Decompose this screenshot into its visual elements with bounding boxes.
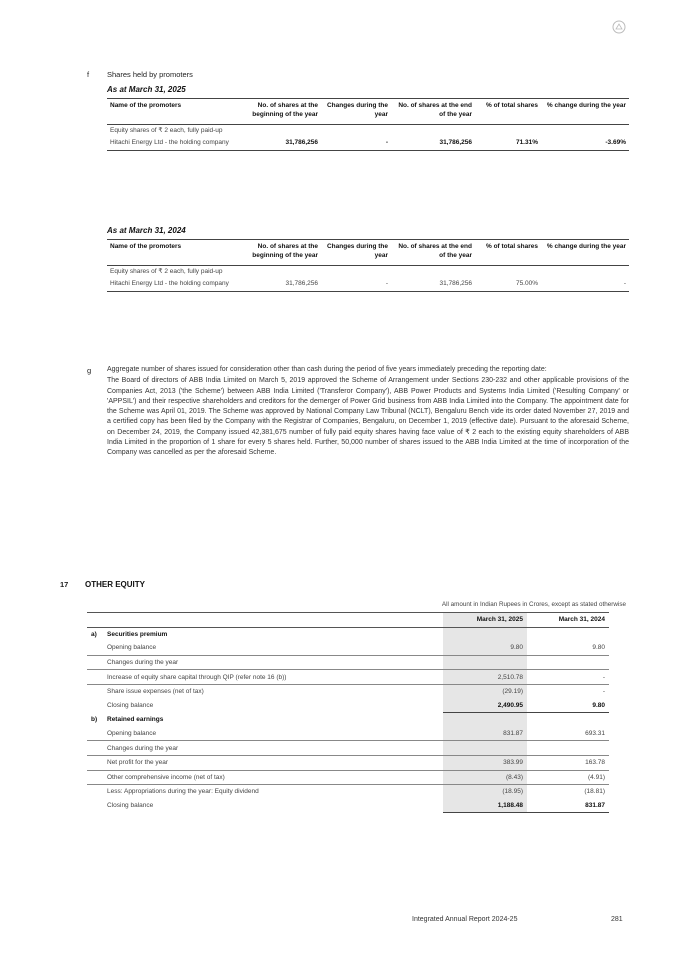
value-2024: 9.80 xyxy=(527,699,609,713)
row-label: Hitachi Energy Ltd - the holding company xyxy=(107,137,247,151)
header-name: Name of the promoters xyxy=(110,243,182,250)
header-changes: Changes during the year xyxy=(326,102,388,118)
table-row xyxy=(87,699,609,713)
header-changes: Changes during the year xyxy=(326,243,388,259)
header-opening-shares: No. of shares at the beginning of the year xyxy=(252,243,318,259)
value-2025 xyxy=(443,655,527,670)
row-label: Changes during the year xyxy=(103,655,443,670)
value-2025 xyxy=(443,741,527,756)
table-row xyxy=(87,799,609,813)
value-2025: 2,490.95 xyxy=(443,699,527,713)
cell-value: 71.31% xyxy=(475,137,541,151)
table-row xyxy=(107,125,629,138)
section-title: OTHER EQUITY xyxy=(85,580,146,589)
row-label: Closing balance xyxy=(107,802,154,810)
section-number: 17 xyxy=(60,580,69,589)
header-percent-total: % of total shares xyxy=(485,243,538,250)
section-letter: b) xyxy=(91,716,98,724)
value-2025: 9.80 xyxy=(443,641,527,655)
note-g xyxy=(107,365,629,459)
cell-value: 31,786,256 xyxy=(247,278,321,292)
table-row xyxy=(87,741,609,756)
promoters-table-2024 xyxy=(107,239,629,292)
cell-empty xyxy=(443,713,527,727)
table-row xyxy=(107,278,629,292)
note-g-heading: Aggregate number of shares issued for consideration other than cash during the period of five years immediately preceding the reporting date: xyxy=(107,366,547,373)
note-f-letter: f xyxy=(87,70,90,79)
value-2025: 831.87 xyxy=(443,727,527,741)
block-subtitle: As at March 31, 2025 xyxy=(107,85,186,94)
cell-value: 31,786,256 xyxy=(391,137,475,151)
cell-value: - xyxy=(321,137,391,151)
table-row xyxy=(87,770,609,785)
table-row xyxy=(87,670,609,685)
value-2025: (18.95) xyxy=(443,785,527,799)
row-label: Changes during the year xyxy=(103,741,443,756)
cell-empty xyxy=(87,785,103,799)
header-percent-change: % change during the year xyxy=(546,243,626,250)
note-g-body: The Board of directors of ABB India Limited on March 5, 2019 approved the Scheme of Arrangement under Sections 230-232 and other applicable provisions of the Companies Act, 2013 ('the Scheme') between ABB India Limited ('Transferor Company'), ABB Power Products and Systems India Limited ('Resulting Company' or 'APPSIL') and their respective shareholders and creditors for the demerger of Power Grid business from ABB India Limited into the Company. The appointment date for the Scheme was April 01, 2019. The Scheme was approved by National Company Law Tribunal (NCLT), Bengaluru Bench vide its order dated November 27, 2019 and a certified copy has been filed by the Company with the Registrar of Companies, Bengaluru, on December 1, 2019 (effective date). Pursuant to the aforesaid Scheme, on December 24, 2019, the Company issued 42,381,675 number of fully paid equity shares having face value of ₹ 2 each to the existing equity shareholders of ABB India Limited in the proportion of 1 share for every 5 shares held. Further, 50,000 number of shares issued to the ABB India Limited at the time of incorporation of the Company was cancelled as per the aforesaid Scheme. xyxy=(107,377,629,457)
value-2024: 831.87 xyxy=(527,799,609,813)
footer-report-title: Integrated Annual Report 2024-25 xyxy=(412,916,518,923)
cell-empty xyxy=(527,627,609,641)
header-closing-shares: No. of shares at the end of the year xyxy=(398,243,472,259)
row-label: Opening balance xyxy=(103,641,443,655)
table-row xyxy=(87,755,609,770)
company-logo-icon xyxy=(612,20,626,34)
row-label: Hitachi Energy Ltd - the holding company xyxy=(107,278,247,292)
value-2024 xyxy=(527,655,609,670)
section-caption: Securities premium xyxy=(107,630,168,638)
value-2025: 2,510.78 xyxy=(443,670,527,685)
table-row xyxy=(107,266,629,279)
table-row xyxy=(87,641,609,655)
amount-note: All amount in Indian Rupees in Crores, except as stated otherwise xyxy=(441,601,626,608)
section-letter: a) xyxy=(91,630,97,638)
cell-empty xyxy=(87,770,103,785)
section-caption: Retained earnings xyxy=(107,716,164,724)
value-2025: 383.99 xyxy=(443,755,527,770)
column-header-2025: March 31, 2025 xyxy=(443,613,527,628)
row-label: Equity shares of ₹ 2 each, fully paid-up xyxy=(110,127,223,134)
table-row xyxy=(87,785,609,799)
cell-value: - xyxy=(541,278,629,292)
other-equity-table xyxy=(87,612,609,813)
cell-value: - xyxy=(321,278,391,292)
promoters-table-2025 xyxy=(107,98,629,151)
table-row xyxy=(107,137,629,151)
row-label: Other comprehensive income (net of tax) xyxy=(103,770,443,785)
header-opening-shares: No. of shares at the beginning of the year xyxy=(252,102,318,118)
row-label: Share issue expenses (net of tax) xyxy=(107,688,204,696)
value-2024: (4.91) xyxy=(527,770,609,785)
value-2024: - xyxy=(527,670,609,685)
row-label: Net profit for the year xyxy=(103,755,443,770)
row-label: Closing balance xyxy=(107,702,154,710)
column-header-2024: March 31, 2024 xyxy=(527,613,609,628)
row-label: Opening balance xyxy=(103,727,443,741)
row-label: Equity shares of ₹ 2 each, fully paid-up xyxy=(110,268,223,275)
header-closing-shares: No. of shares at the end of the year xyxy=(398,102,472,118)
value-2024: 693.31 xyxy=(527,727,609,741)
promoters-block-2024 xyxy=(107,226,629,292)
cell-empty xyxy=(87,727,103,741)
section-caption-row xyxy=(87,627,609,641)
cell-value: 75.00% xyxy=(475,278,541,292)
header-percent-total: % of total shares xyxy=(485,102,538,109)
cell-empty xyxy=(527,713,609,727)
cell-empty xyxy=(87,741,103,756)
header-percent-change: % change during the year xyxy=(546,102,626,109)
table-row xyxy=(87,727,609,741)
cell-empty xyxy=(87,670,103,685)
value-2024: 9.80 xyxy=(527,641,609,655)
value-2025: (8.43) xyxy=(443,770,527,785)
header-name: Name of the promoters xyxy=(110,102,182,109)
value-2025: 1,188.48 xyxy=(443,799,527,813)
value-2024 xyxy=(527,741,609,756)
cell-empty xyxy=(87,699,103,713)
other-equity-table-wrap xyxy=(87,612,609,813)
cell-value: -3.69% xyxy=(541,137,629,151)
value-2024: 163.78 xyxy=(527,755,609,770)
row-label: Less: Appropriations during the year: Equity dividend xyxy=(107,788,259,796)
cell-empty xyxy=(87,641,103,655)
cell-empty xyxy=(87,799,103,813)
value-2024: - xyxy=(602,688,605,696)
note-g-letter: g xyxy=(87,366,92,375)
cell-value: 31,786,256 xyxy=(247,137,321,151)
cell-empty xyxy=(87,755,103,770)
footer-page-number: 281 xyxy=(611,916,623,923)
table-row xyxy=(87,655,609,670)
table-header-row xyxy=(87,613,609,628)
cell-empty xyxy=(87,655,103,670)
block-subtitle: As at March 31, 2024 xyxy=(107,226,186,235)
promoters-block-2025 xyxy=(107,85,629,151)
cell-empty xyxy=(87,684,103,698)
value-2025: (29.19) xyxy=(443,684,527,698)
note-f-title: Shares held by promoters xyxy=(107,70,193,79)
row-label: Increase of equity share capital through QIP (refer note 16 (b)) xyxy=(103,670,443,685)
cell-value: 31,786,256 xyxy=(391,278,475,292)
section-caption-row xyxy=(87,713,609,727)
table-row xyxy=(87,684,609,698)
cell-empty xyxy=(443,627,527,641)
value-2024: (18.81) xyxy=(584,788,605,796)
